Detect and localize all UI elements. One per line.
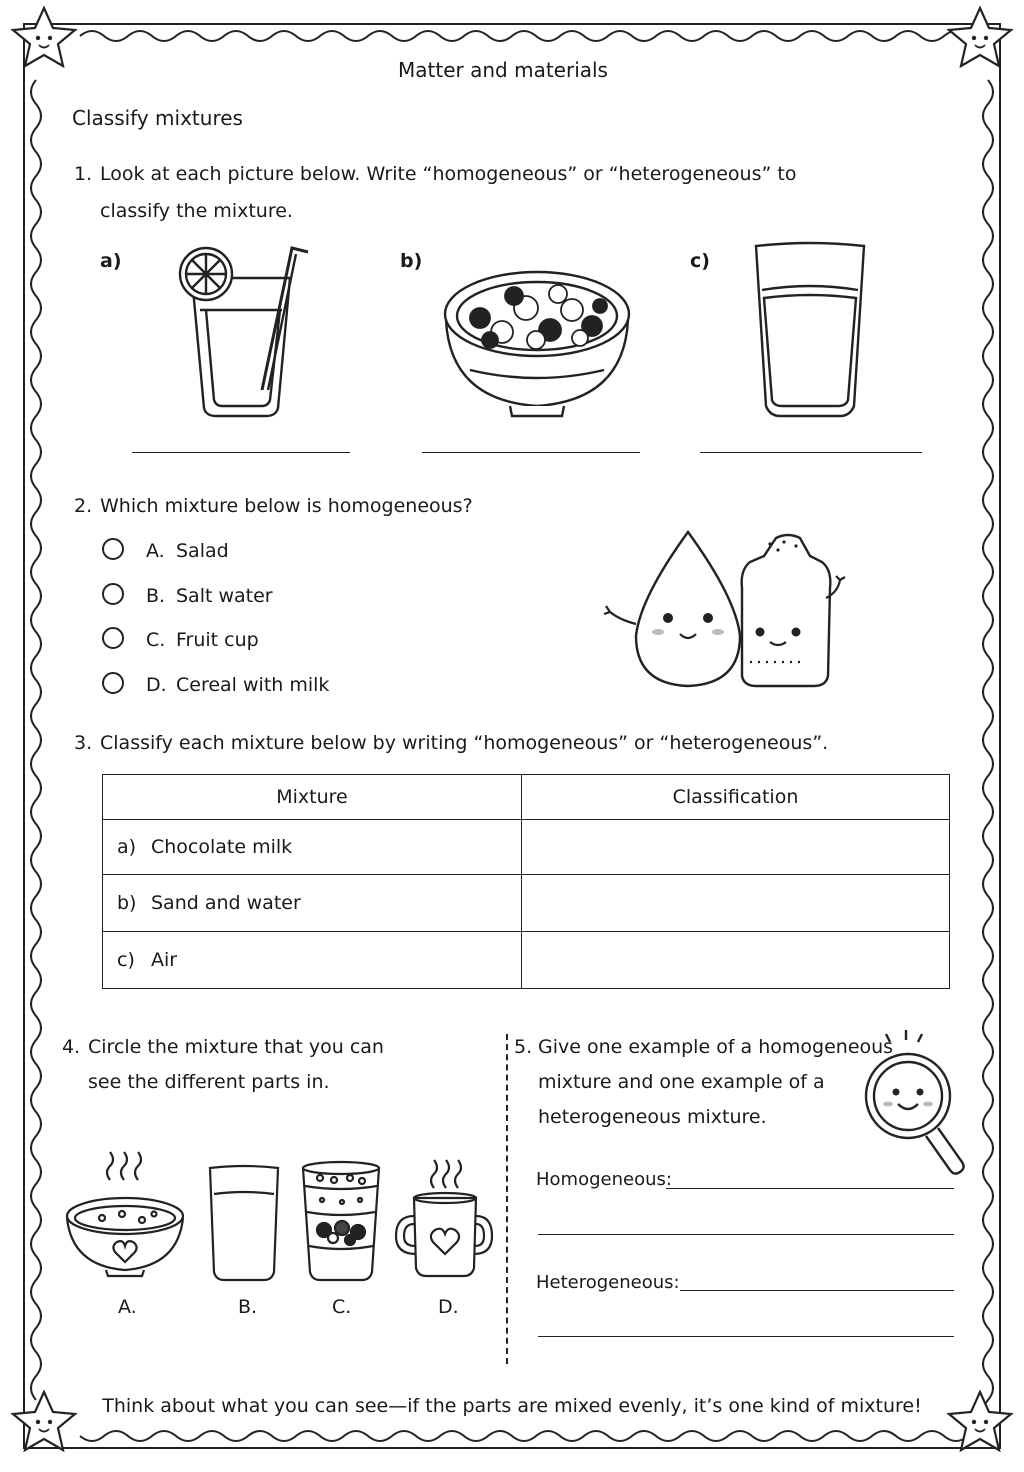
table-row <box>103 932 950 989</box>
q3-number: 3. <box>74 732 93 754</box>
parfait-cup-icon[interactable] <box>300 1160 382 1282</box>
milk-glass-icon[interactable] <box>206 1164 282 1282</box>
q5-number: 5. <box>514 1036 533 1058</box>
q1-answer-line-b[interactable] <box>422 452 640 453</box>
q1-text-line2: classify the mixture. <box>100 200 293 222</box>
q2-option-d-letter: D. <box>146 674 167 696</box>
row-label: b) <box>117 892 137 914</box>
homogeneous-answer-line-2[interactable] <box>538 1234 954 1235</box>
q2-option-a-text: Salad <box>176 540 229 562</box>
homogeneous-label: Homogeneous: <box>536 1169 672 1190</box>
q1-item-a-label: a) <box>100 250 122 272</box>
section-divider <box>506 1034 508 1364</box>
q2-option-c-radio[interactable] <box>102 627 124 649</box>
row-label: c) <box>117 949 135 971</box>
q4-text-line2: see the different parts in. <box>88 1071 330 1093</box>
classification-cell[interactable] <box>522 820 950 875</box>
q4-text-line1: Circle the mixture that you can <box>88 1036 384 1058</box>
juice-glass-icon <box>170 240 320 425</box>
table-row <box>103 875 950 932</box>
q4-choice-d-letter: D. <box>438 1296 459 1318</box>
mixture-name: Chocolate milk <box>151 836 293 858</box>
page-title: Matter and materials <box>398 58 608 82</box>
table-row <box>103 820 950 875</box>
q1-number: 1. <box>74 163 93 185</box>
q2-option-c-text: Fruit cup <box>176 629 259 651</box>
q2-option-b-radio[interactable] <box>102 583 124 605</box>
table-header-classification: Classification <box>522 775 950 820</box>
q4-choice-b-letter: B. <box>238 1296 258 1318</box>
classification-cell[interactable] <box>522 875 950 932</box>
q2-option-d-radio[interactable] <box>102 672 124 694</box>
q1-answer-line-a[interactable] <box>132 452 350 453</box>
q1-answer-line-c[interactable] <box>700 452 922 453</box>
table-header-row <box>103 775 950 820</box>
q5-text-line2: mixture and one example of a <box>538 1071 825 1093</box>
q2-option-c-letter: C. <box>146 629 166 651</box>
q2-number: 2. <box>74 495 93 517</box>
mixture-cell <box>103 820 522 875</box>
q1-item-c-label: c) <box>690 250 710 272</box>
q2-option-d-text: Cereal with milk <box>176 674 330 696</box>
water-glass-icon <box>750 240 870 420</box>
heterogeneous-answer-line[interactable] <box>680 1290 954 1291</box>
heterogeneous-answer-line-2[interactable] <box>538 1336 954 1337</box>
fruit-bowl-icon <box>440 260 635 420</box>
q2-option-b-letter: B. <box>146 585 166 607</box>
heterogeneous-label: Heterogeneous: <box>536 1272 680 1293</box>
mixture-cell <box>103 932 522 989</box>
mixture-cell <box>103 875 522 932</box>
q1-item-b-label: b) <box>400 250 423 272</box>
row-label: a) <box>117 836 137 858</box>
water-drop-and-salt-shaker-icon <box>600 528 860 693</box>
footer-tip: Think about what you can see—if the parts are mixed evenly, it’s one kind of mixture! <box>102 1395 922 1417</box>
q4-choice-a-letter: A. <box>118 1296 137 1318</box>
soup-bowl-icon[interactable] <box>62 1150 188 1280</box>
q2-option-a-radio[interactable] <box>102 538 124 560</box>
table-header-mixture: Mixture <box>103 775 522 820</box>
q4-choice-c-letter: C. <box>332 1296 352 1318</box>
q2-option-a-letter: A. <box>146 540 165 562</box>
q1-text-line1: Look at each picture below. Write “homogeneous” or “heterogeneous” to <box>100 163 797 185</box>
hot-mug-icon[interactable] <box>394 1158 494 1282</box>
mixture-name: Sand and water <box>151 892 301 914</box>
q2-option-b-text: Salt water <box>176 585 273 607</box>
q5-text-line1: Give one example of a homogeneous <box>538 1036 894 1058</box>
homogeneous-answer-line[interactable] <box>666 1188 954 1189</box>
q3-text: Classify each mixture below by writing “homogeneous” or “heterogeneous”. <box>100 732 829 754</box>
section-subtitle: Classify mixtures <box>72 106 243 130</box>
q2-text: Which mixture below is homogeneous? <box>100 495 473 517</box>
mixture-name: Air <box>151 949 178 971</box>
q4-number: 4. <box>62 1036 81 1058</box>
magnifying-glass-icon <box>862 1030 972 1180</box>
q5-text-line3: heterogeneous mixture. <box>538 1106 767 1128</box>
classification-table <box>102 774 950 989</box>
classification-cell[interactable] <box>522 932 950 989</box>
